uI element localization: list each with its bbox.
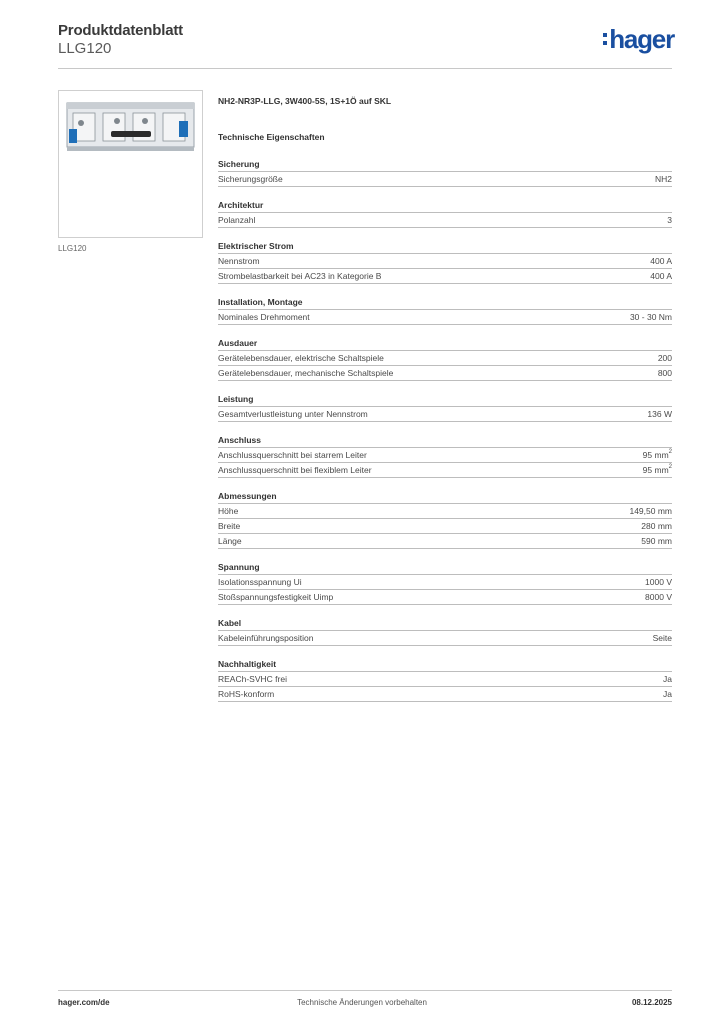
spec-group-title: Anschluss: [218, 435, 261, 445]
spec-group-title: Sicherung: [218, 159, 260, 169]
spec-row: [218, 171, 672, 187]
spec-value-text: NH2: [654, 174, 672, 184]
spec-row: [218, 462, 672, 478]
spec-group-title: Kabel: [218, 618, 242, 628]
spec-row: [218, 268, 672, 284]
spec-label: Nominales Drehmoment: [218, 312, 310, 322]
logo-text: hager: [609, 24, 674, 54]
spec-label: Gerätelebensdauer, mechanische Schaltspiele: [218, 368, 394, 378]
spec-value: [645, 590, 672, 604]
spec-group-title: Spannung: [218, 562, 260, 572]
spec-row: [218, 253, 672, 268]
spec-value-text: 800: [657, 368, 672, 378]
spec-group-title: Nachhaltigkeit: [218, 659, 277, 669]
spec-row: [218, 518, 672, 533]
product-code: LLG120: [58, 40, 112, 57]
spec-group: [218, 489, 672, 549]
spec-value-text: 30 - 30 Nm: [629, 312, 672, 322]
spec-value-text: 136 W: [647, 409, 672, 419]
footer-date: 08.12.2025: [631, 998, 672, 1007]
spec-label: Anschlussquerschnitt bei starrem Leiter: [218, 450, 367, 460]
spec-value: [641, 534, 672, 548]
spec-label: Anschlussquerschnitt bei flexiblem Leiter: [218, 465, 372, 475]
header-divider: [58, 68, 672, 69]
spec-group-title: Ausdauer: [218, 338, 258, 348]
spec-group-title: Architektur: [218, 200, 264, 210]
spec-value: [655, 172, 672, 186]
spec-row: [218, 350, 672, 365]
fuse-switch-illustration: [59, 91, 202, 237]
logo-colon-icon: [603, 31, 607, 47]
spec-value-superscript: 2: [668, 464, 672, 470]
spec-value: [663, 687, 672, 701]
spec-label: Breite: [218, 521, 241, 531]
spec-group: [218, 198, 672, 228]
spec-group-title: Elektrischer Strom: [218, 241, 294, 251]
spec-row: [218, 365, 672, 381]
specification-groups: [218, 157, 672, 702]
spec-label: Sicherungsgröße: [218, 174, 283, 184]
footer-divider: [58, 990, 672, 991]
spec-row: [218, 406, 672, 422]
image-caption: LLG120: [58, 244, 87, 253]
spec-label: Stoßspannungsfestigkeit Uimp: [218, 592, 334, 602]
section-title: Technische Eigenschaften: [218, 132, 325, 142]
spec-value-text: 590 mm: [641, 536, 672, 546]
spec-value: [653, 631, 672, 645]
spec-label: Isolationsspannung Ui: [218, 577, 302, 587]
spec-value: [647, 407, 672, 421]
spec-group: [218, 433, 672, 478]
spec-value: [645, 575, 672, 589]
spec-value: [663, 672, 672, 686]
spec-row: [218, 671, 672, 686]
footer-notice: Technische Änderungen vorbehalten: [297, 998, 427, 1007]
spec-group: [218, 392, 672, 422]
spec-row: [218, 533, 672, 549]
spec-value-text: 95 mm: [642, 465, 669, 475]
footer-website[interactable]: hager.com/de: [58, 998, 110, 1007]
spec-value-text: 400 A: [650, 271, 672, 281]
spec-value: [667, 213, 672, 227]
spec-group: [218, 657, 672, 702]
spec-value: [658, 351, 672, 365]
spec-row: [218, 686, 672, 702]
spec-group: [218, 560, 672, 605]
spec-group: [218, 336, 672, 381]
spec-value-superscript: 2: [668, 449, 672, 455]
spec-label: RoHS-konform: [218, 689, 275, 699]
page-title: Produktdatenblatt: [58, 22, 183, 39]
spec-label: Länge: [218, 536, 242, 546]
spec-value-text: 8000 V: [645, 592, 672, 602]
spec-group: [218, 616, 672, 646]
spec-group-title: Abmessungen: [218, 491, 277, 501]
spec-value-text: Ja: [663, 674, 672, 684]
spec-group: [218, 239, 672, 284]
spec-value-text: 200: [657, 353, 672, 363]
spec-value: [658, 366, 672, 380]
spec-value: [650, 254, 672, 268]
spec-row: [218, 503, 672, 518]
spec-value: [630, 310, 672, 324]
specifications-panel: [218, 95, 672, 702]
spec-label: Kabeleinführungsposition: [218, 633, 314, 643]
spec-group-title: Installation, Montage: [218, 297, 303, 307]
spec-value-text: 3: [667, 215, 672, 225]
spec-label: Gerätelebensdauer, elektrische Schaltspiele: [218, 353, 384, 363]
spec-value: [641, 519, 672, 533]
spec-row: [218, 309, 672, 325]
spec-value: [650, 269, 672, 283]
spec-value: [643, 448, 672, 462]
spec-value-text: 280 mm: [641, 521, 672, 531]
spec-value-text: Seite: [652, 633, 672, 643]
spec-label: Nennstrom: [218, 256, 260, 266]
spec-label: Gesamtverlustleistung unter Nennstrom: [218, 409, 368, 419]
spec-label: Polanzahl: [218, 215, 256, 225]
spec-value: [643, 463, 672, 477]
spec-group: [218, 157, 672, 187]
product-name: NH2-NR3P-LLG, 3W400-5S, 1S+1Ö auf SKL: [218, 96, 392, 106]
spec-label: Höhe: [218, 506, 239, 516]
hager-logo: [603, 26, 674, 52]
spec-value-text: 400 A: [650, 256, 672, 266]
spec-label: Strombelastbarkeit bei AC23 in Kategorie B: [218, 271, 382, 281]
spec-row: [218, 630, 672, 646]
spec-row: [218, 589, 672, 605]
spec-value-text: 95 mm: [642, 450, 669, 460]
spec-value: [629, 504, 672, 518]
spec-row: [218, 447, 672, 462]
spec-row: [218, 212, 672, 228]
product-image: [58, 90, 203, 238]
spec-label: REACh-SVHC frei: [218, 674, 287, 684]
spec-group-title: Leistung: [218, 394, 254, 404]
spec-value-text: Ja: [663, 689, 672, 699]
spec-row: [218, 574, 672, 589]
spec-value-text: 1000 V: [645, 577, 672, 587]
spec-value-text: 149,50 mm: [629, 506, 672, 516]
spec-group: [218, 295, 672, 325]
